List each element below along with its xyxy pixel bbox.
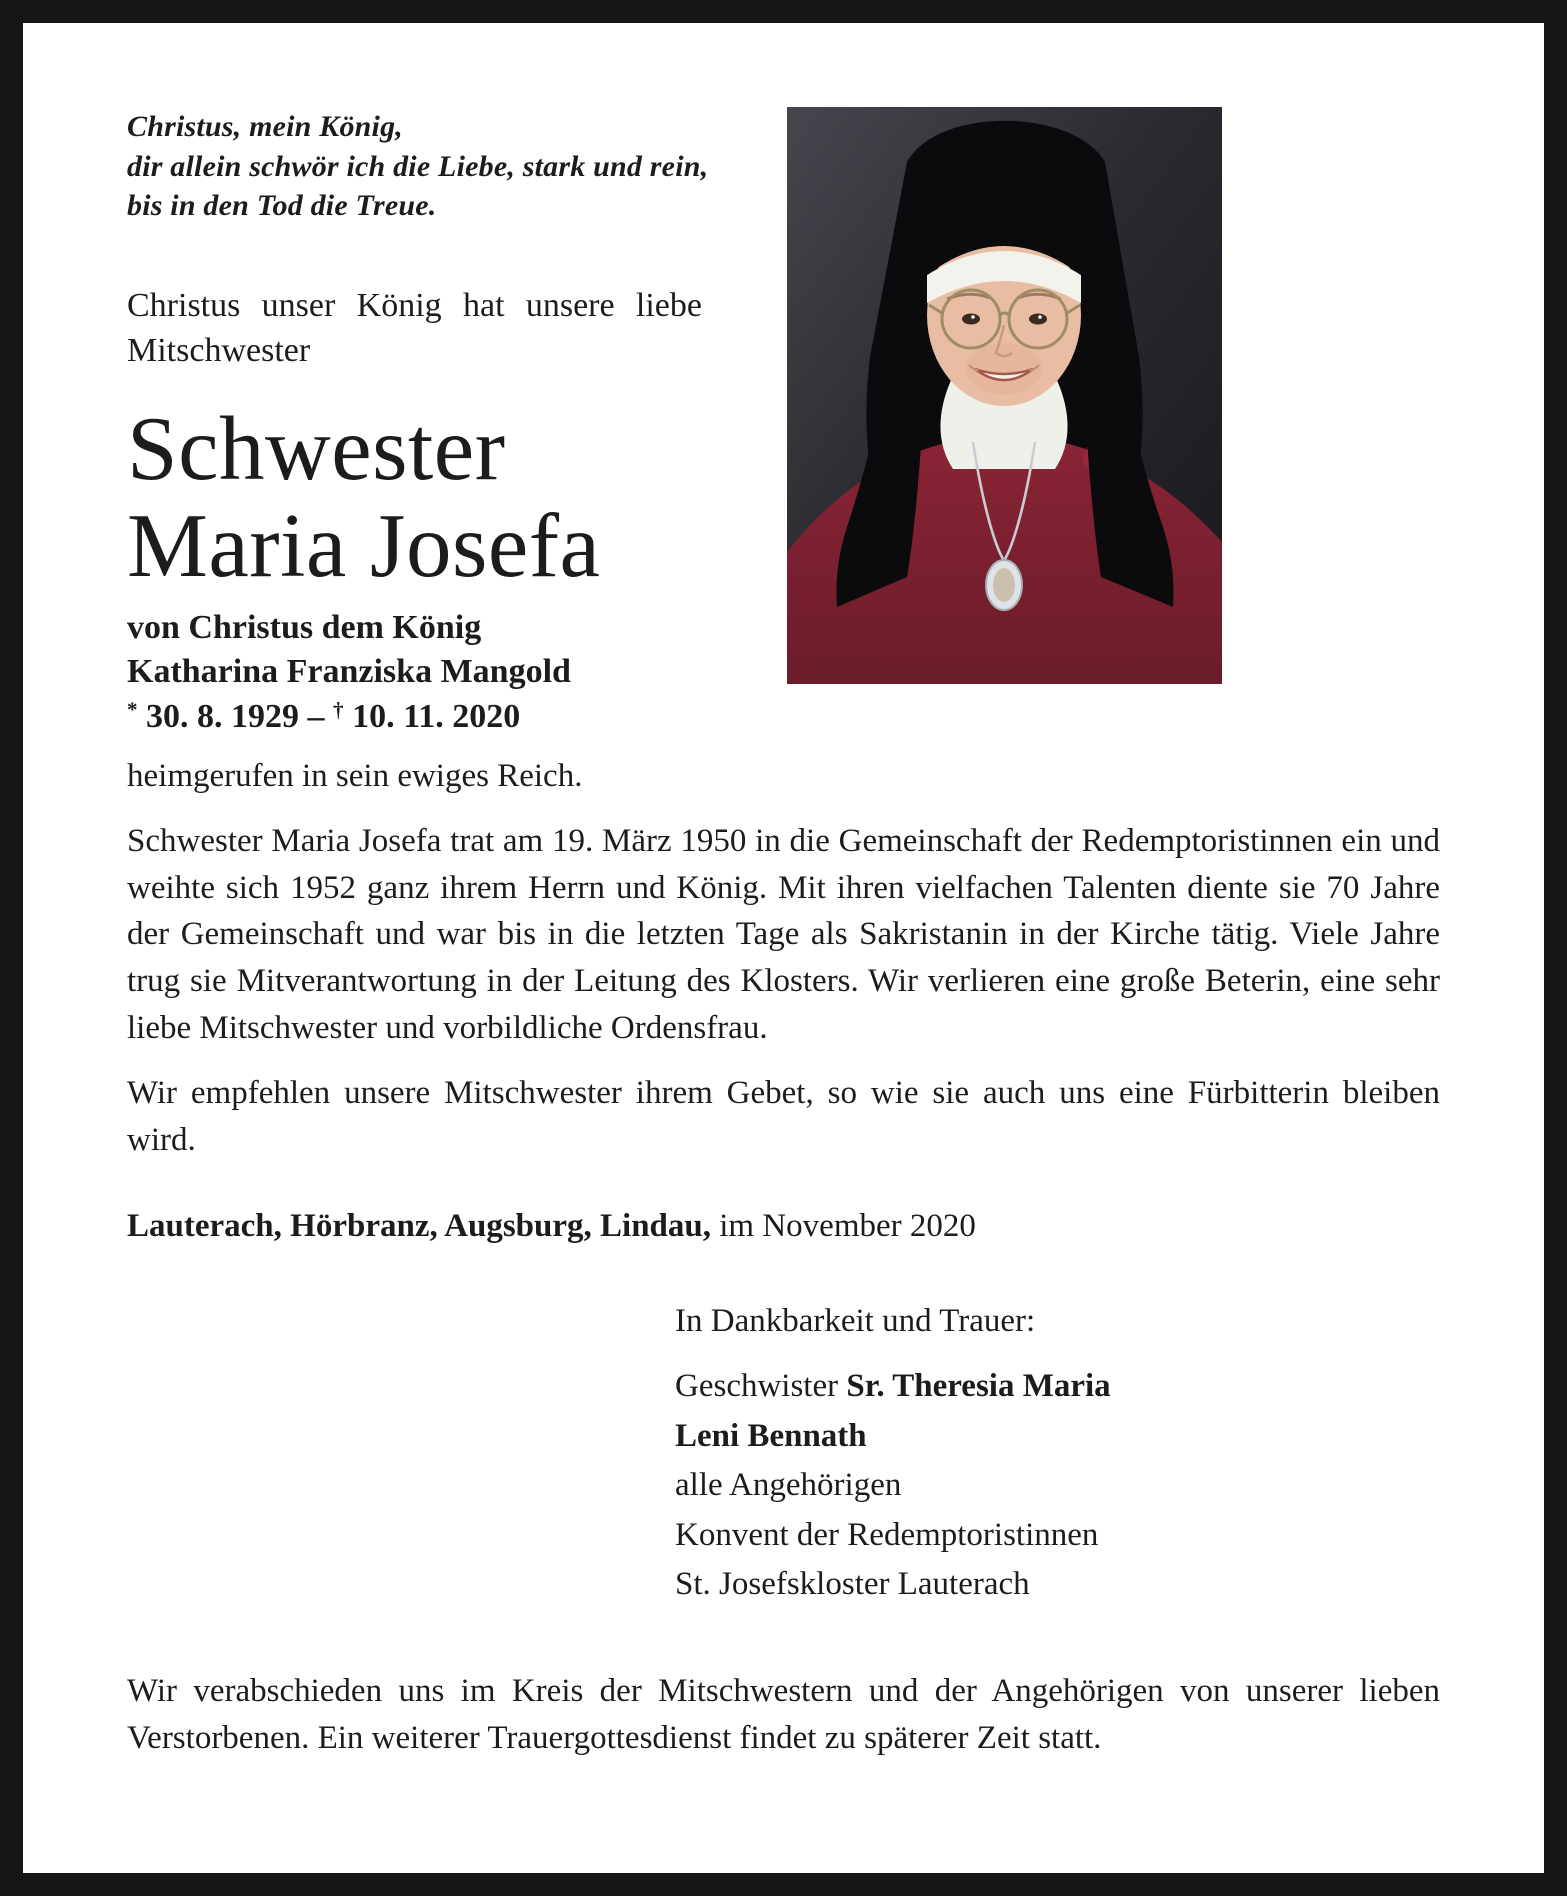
deceased-name [127, 397, 765, 596]
farewell-paragraph: Wir verabschieden uns im Kreis der Mitschwestern und der Angehörigen von unserer lieben Verstorbenen. Ein weiterer Trauergottesdienst findet zu späterer Zeit statt. [127, 1672, 1440, 1756]
dates-line [127, 695, 765, 739]
birth-symbol: * [127, 697, 138, 722]
header-section [127, 107, 1440, 739]
obituary-sheet [23, 23, 1544, 1873]
death-date: 10. 11. 2020 [352, 697, 521, 735]
deceased-subtitle [127, 606, 765, 739]
eye-right [1029, 314, 1047, 325]
mourners-heading: In Dankbarkeit und Trauer: [675, 1302, 1036, 1339]
motto-line-2: dir allein schwör ich die Liebe, stark und rein, [127, 149, 709, 183]
mourner-relatives: alle Angehörigen [675, 1467, 902, 1504]
intro-text: Christus unser König hat unsere liebe Mitschwester [127, 286, 702, 369]
places-cities: Lauterach, Hörbranz, Augsburg, Lindau, [127, 1207, 712, 1244]
birth-date: 30. 8. 1929 [146, 697, 300, 735]
motto-line-1: Christus, mein König, [127, 110, 403, 143]
eye-left [962, 314, 980, 325]
date-separator: – [307, 697, 325, 735]
motto-line-3: bis in den Tod die Treue. [127, 189, 437, 223]
motto [127, 107, 765, 226]
pendant-figure [993, 568, 1015, 602]
places-date: im November 2020 [719, 1207, 976, 1244]
mourners-block [675, 1297, 1440, 1610]
birth-name: Katharina Franziska Mangold [127, 653, 571, 691]
mourner-sr-theresia: Sr. Theresia Maria [846, 1368, 1111, 1405]
mourner-convent: Konvent der Redemptoristinnen [675, 1516, 1099, 1553]
order-line: von Christus dem König [127, 609, 482, 647]
mourner-line-siblings [675, 1362, 1440, 1412]
called-home-line: heimgerufen in sein ewiges Reich. [127, 757, 583, 794]
mourner-cloister: St. Josefskloster Lauterach [675, 1566, 1030, 1603]
header-text-column [127, 107, 765, 739]
prayer-paragraph: Wir empfehlen unsere Mitschwester ihrem Gebet, so wie sie auch uns eine Fürbitterin bleiben wird. [127, 1074, 1440, 1158]
deceased-name-line-1: Schwester [127, 397, 506, 499]
death-symbol: † [333, 697, 344, 722]
portrait-photo [787, 107, 1222, 684]
obituary-paragraph: Schwester Maria Josefa trat am 19. März 1950 in die Gemeinschaft der Redemptoristinnen ein und weihte sich 1952 ganz ihrem Herrn und König. Mit ihren vielfachen Talenten diente sie 70 Jahre der Gemeinschaft und war bis in die letzten Tage als Sakristanin in der Kirche tätig. Viele Jahre trug sie Mitverantwortung in der Leitung des Klosters. Wir verlieren eine große Beterin, eine sehr liebe Mitschwester und vorbildliche Ordensfrau. [127, 822, 1440, 1047]
portrait-illustration [787, 107, 1222, 684]
eye-highlight-right [1038, 315, 1042, 319]
mourner-siblings-label: Geschwister [675, 1368, 847, 1405]
deceased-name-line-2: Maria Josefa [127, 494, 601, 596]
body-section [127, 753, 1440, 1164]
mourner-leni-bennath: Leni Bennath [675, 1417, 867, 1454]
places-date-line [127, 1208, 1440, 1245]
eye-highlight-left [971, 315, 975, 319]
